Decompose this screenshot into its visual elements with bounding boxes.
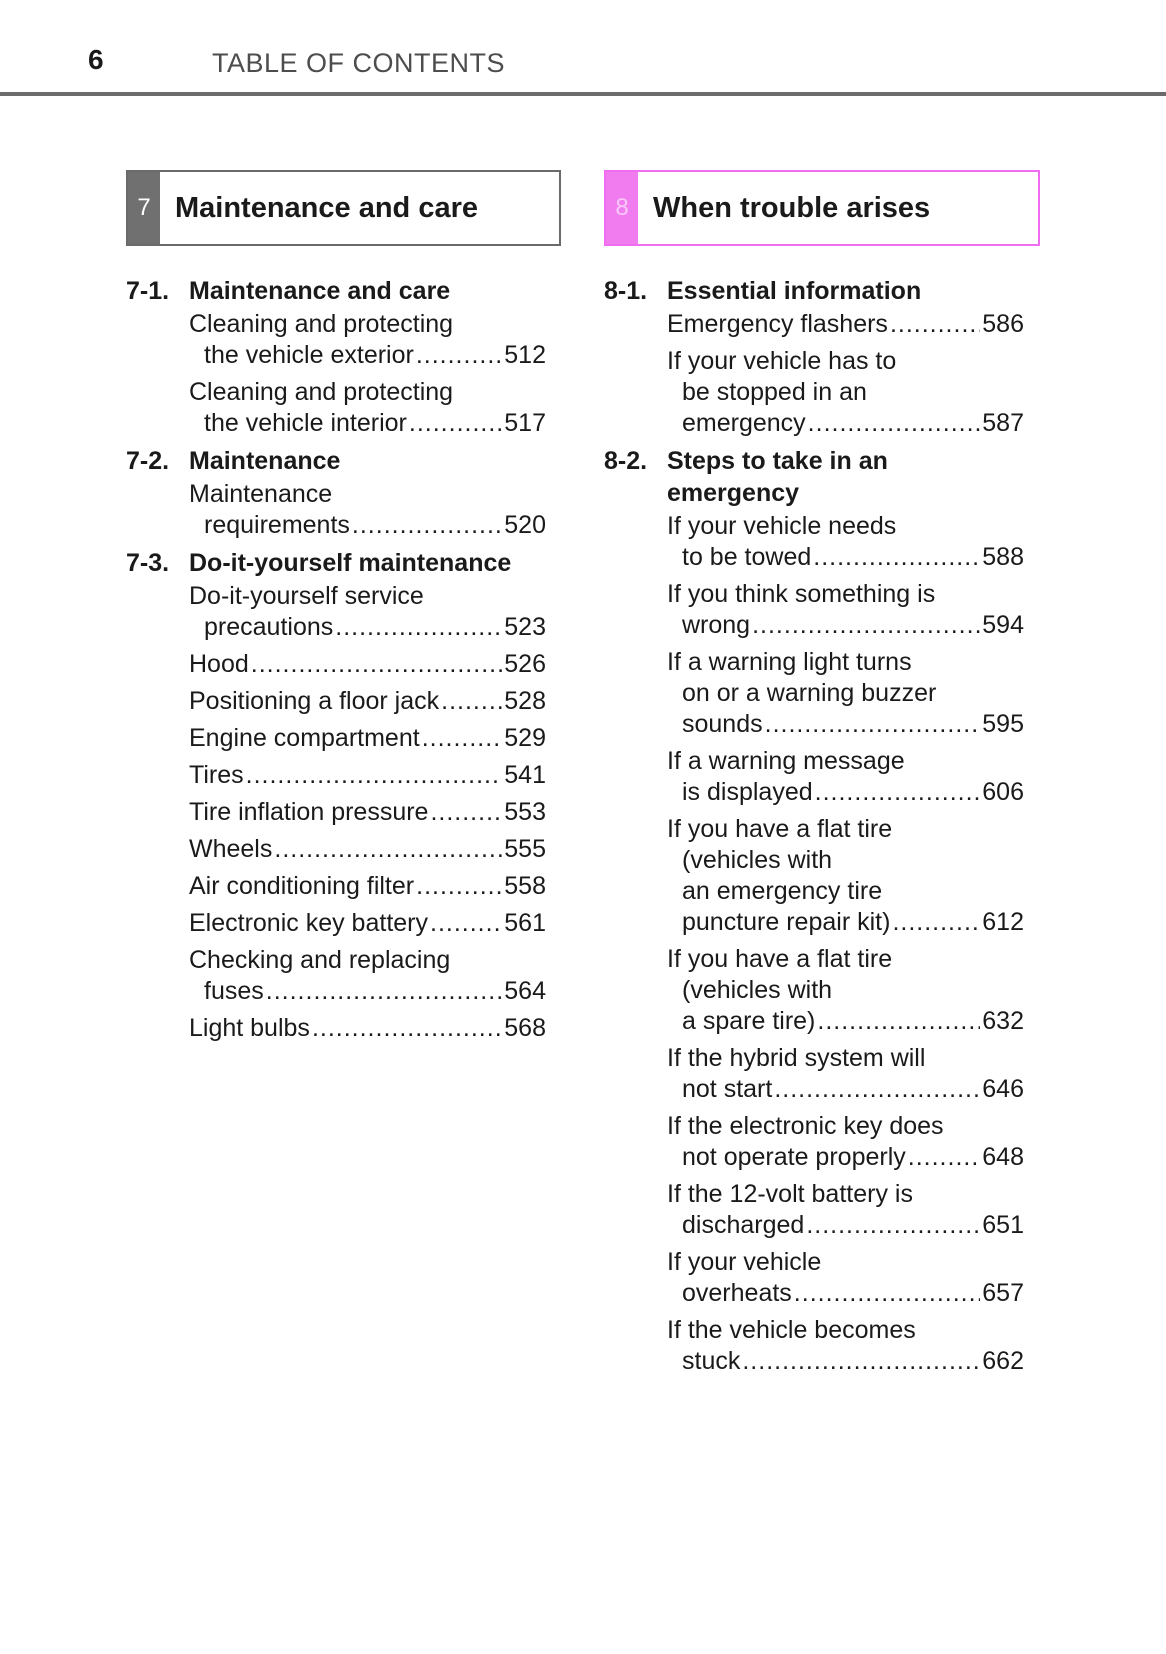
toc-entry-text: emergency [682,409,806,437]
toc-entry-text: Hood [189,650,249,678]
toc-entry-line: Maintenance [189,480,333,508]
toc-entry-leader-row [667,709,1024,740]
section-number: 8-1. [604,277,648,305]
toc-entry[interactable] [189,834,546,865]
dot-leader [752,610,980,641]
page-reference[interactable]: 586 [982,310,1024,338]
dot-leader [890,309,980,340]
toc-entry-text: a spare tire) [682,1007,816,1035]
toc-entry-line: If the 12-volt battery is [667,1180,913,1208]
toc-entry-leader-row [189,1013,546,1044]
toc-entry-leader-row [189,408,546,439]
toc-entry-leader-row [667,1210,1024,1241]
toc-entry-text: Tires [189,761,244,789]
section-number: 7-2. [126,447,170,475]
dot-leader [430,908,502,939]
toc-entry-text: Tire inflation pressure [189,798,429,826]
section-heading [126,547,546,579]
page-reference[interactable]: 526 [504,650,546,678]
toc-entry-text: Air conditioning filter [189,872,415,900]
toc-entry-line: If you think something is [667,580,936,608]
chapter-title: When trouble arises [653,191,931,224]
toc-entry-line: If your vehicle needs [667,512,897,540]
toc-entry-line: (vehicles with [682,976,833,1004]
toc-entry-line: If your vehicle has to [667,347,897,375]
page-reference[interactable]: 512 [504,341,546,369]
toc-entry-text: stuck [682,1347,741,1375]
toc-entry-text: wrong [682,611,751,639]
toc-entry[interactable] [189,479,546,541]
toc-entry[interactable] [189,797,546,828]
dot-leader [422,723,503,754]
toc-entry-leader-row [189,760,546,791]
toc-entry-line: on or a warning buzzer [682,679,937,707]
toc-entry-line: If the vehicle becomes [667,1316,916,1344]
page-reference[interactable]: 517 [504,409,546,437]
section-title [667,445,1024,509]
chapter-number-tab: 8 [606,172,638,244]
toc-entry-line: If the electronic key does [667,1112,944,1140]
toc-entry-text: the vehicle interior [204,409,407,437]
dot-leader [266,976,503,1007]
toc-entry-line: be stopped in an [682,378,867,406]
section-number: 7-3. [126,549,170,577]
toc-entry-text: Positioning a floor jack [189,687,440,715]
page-reference[interactable]: 606 [982,778,1024,806]
chapter-8-heading [604,170,1040,246]
toc-entry-text: overheats [682,1279,792,1307]
toc-entry-leader-row [667,1006,1024,1037]
toc-entry-leader-row [667,1278,1024,1309]
dot-leader [908,1142,981,1173]
toc-entry-line: Cleaning and protecting [189,378,454,406]
page-reference[interactable]: 651 [982,1211,1024,1239]
toc-entry-text: Light bulbs [189,1014,310,1042]
page-reference[interactable]: 594 [982,611,1024,639]
toc-entry-line: If a warning light turns [667,648,912,676]
toc-entry[interactable] [667,1315,1024,1377]
page-reference[interactable]: 588 [982,543,1024,571]
dot-leader [765,709,981,740]
dot-leader [352,510,502,541]
toc-entry-leader-row [189,871,546,902]
page-reference[interactable]: 528 [504,687,546,715]
toc-entry-text: requirements [204,511,350,539]
toc-entry-leader-row [667,610,1024,641]
toc-entry-line: Cleaning and protecting [189,310,454,338]
dot-leader [416,340,502,371]
dot-leader [416,871,502,902]
toc-entry[interactable] [189,723,546,754]
toc-entry-text: Electronic key battery [189,909,428,937]
toc-entry-text: Emergency flashers [667,310,888,338]
chapter-7-heading [126,170,561,246]
section-heading [126,445,546,477]
toc-entry-leader-row [189,340,546,371]
toc-entry-text: the vehicle exterior [204,341,414,369]
section-title [667,275,1024,307]
toc-entry-leader-row [667,907,1024,938]
toc-entry[interactable] [189,309,546,371]
section-number: 7-1. [126,277,170,305]
toc-entry-leader-row [189,976,546,1007]
page-reference[interactable]: 561 [504,909,546,937]
page-header [0,0,1166,96]
toc-entry-text: precautions [204,613,334,641]
toc-entry-leader-row [189,908,546,939]
toc-entry-leader-row [189,510,546,541]
toc-entry-leader-row [667,1074,1024,1105]
toc-entry[interactable] [189,649,546,680]
toc-entry[interactable] [667,579,1024,641]
toc-entry-leader-row [667,1346,1024,1377]
toc-entry-text: puncture repair kit) [682,908,891,936]
toc-entry-leader-row [667,777,1024,808]
section-title [189,547,546,579]
toc-entry[interactable] [189,686,546,717]
chapter-title: Maintenance and care [175,191,478,224]
page-reference[interactable]: 520 [504,511,546,539]
page-reference[interactable]: 555 [504,835,546,863]
toc-entry-line: If you have a flat tire [667,815,893,843]
section-title [189,445,546,477]
toc-entry[interactable] [667,1111,1024,1173]
section-title-line: Steps to take in an [667,447,888,475]
dot-leader [441,686,502,717]
toc-entry[interactable] [667,346,1024,439]
toc-entry[interactable] [667,1179,1024,1241]
toc-entry-text: fuses [204,977,264,1005]
dot-leader [246,760,503,791]
chapter-8-contents [604,275,1024,1383]
page-reference[interactable]: 523 [504,613,546,641]
toc-entry-line: If you have a flat tire [667,945,893,973]
page-reference[interactable]: 595 [982,710,1024,738]
toc-entry[interactable] [189,760,546,791]
toc-entry[interactable] [189,1013,546,1044]
toc-entry[interactable] [667,944,1024,1037]
toc-entry[interactable] [667,1247,1024,1309]
dot-leader [815,777,981,808]
toc-entry-text: to be towed [682,543,812,571]
toc-entry[interactable] [189,908,546,939]
toc-entry-text: is displayed [682,778,813,806]
page-reference[interactable]: 564 [504,977,546,1005]
header-divider [0,92,1166,96]
page-reference[interactable]: 632 [982,1007,1024,1035]
toc-entry[interactable] [667,1043,1024,1105]
chapter-7-contents [126,275,546,1050]
section-title-line: Do-it-yourself maintenance [189,549,512,577]
dot-leader [312,1013,502,1044]
toc-entry-text: sounds [682,710,763,738]
section-number: 8-2. [604,447,648,475]
dot-leader [335,612,502,643]
section-heading [126,275,546,307]
dot-leader [806,1210,980,1241]
toc-entry-text: not operate properly [682,1143,906,1171]
page-reference[interactable]: 587 [982,409,1024,437]
chapter-number-tab: 7 [128,172,160,244]
toc-entry[interactable] [667,309,1024,340]
toc-entry-line: an emergency tire [682,877,883,905]
toc-entry[interactable] [189,945,546,1007]
section-title-line: Essential information [667,277,922,305]
toc-entry[interactable] [667,511,1024,573]
section-title [189,275,546,307]
toc-entry-leader-row [667,408,1024,439]
page-number: 6 [88,44,104,75]
section-heading [604,275,1024,307]
toc-entry[interactable] [189,377,546,439]
page-reference[interactable]: 646 [982,1075,1024,1103]
page-reference[interactable]: 568 [504,1014,546,1042]
section-title-line: Maintenance [189,447,341,475]
dot-leader [430,797,502,828]
toc-entry[interactable] [189,581,546,643]
dot-leader [892,907,980,938]
section-title-line: Maintenance and care [189,277,451,305]
dot-leader [813,542,980,573]
dot-leader [409,408,502,439]
toc-entry-text: not start [682,1075,773,1103]
toc-entry-line: If the hybrid system will [667,1044,926,1072]
header-title: TABLE OF CONTENTS [212,48,506,78]
toc-entry-text: Engine compartment [189,724,420,752]
toc-entry-line: If your vehicle [667,1248,822,1276]
toc-entry[interactable] [667,746,1024,808]
toc-entry-text: Wheels [189,835,273,863]
toc-entry-line: If a warning message [667,747,905,775]
page-reference[interactable]: 648 [982,1143,1024,1171]
dot-leader [742,1346,980,1377]
toc-entry-leader-row [189,686,546,717]
toc-entry-line: Do-it-yourself service [189,582,424,610]
toc-entry-leader-row [189,834,546,865]
page-reference[interactable]: 553 [504,798,546,826]
dot-leader [274,834,502,865]
page-reference[interactable]: 662 [982,1347,1024,1375]
toc-entry-leader-row [189,649,546,680]
section-heading [604,445,1024,509]
page-reference[interactable]: 558 [504,872,546,900]
toc-entry-line: (vehicles with [682,846,833,874]
toc-entry[interactable] [667,814,1024,938]
dot-leader [794,1278,980,1309]
toc-entry-line: Checking and replacing [189,946,451,974]
toc-entry-leader-row [189,612,546,643]
page-reference[interactable]: 541 [504,761,546,789]
toc-entry[interactable] [667,647,1024,740]
toc-entry-leader-row [667,309,1024,340]
dot-leader [251,649,503,680]
page-reference[interactable]: 657 [982,1279,1024,1307]
section-title-line: emergency [667,479,800,507]
dot-leader [808,408,981,439]
toc-entry-leader-row [189,723,546,754]
toc-entry-leader-row [189,797,546,828]
page-reference[interactable]: 529 [504,724,546,752]
dot-leader [817,1006,980,1037]
toc-entry-leader-row [667,542,1024,573]
dot-leader [774,1074,980,1105]
toc-entry-text: discharged [682,1211,805,1239]
toc-entry[interactable] [189,871,546,902]
page-reference[interactable]: 612 [982,908,1024,936]
toc-entry-leader-row [667,1142,1024,1173]
